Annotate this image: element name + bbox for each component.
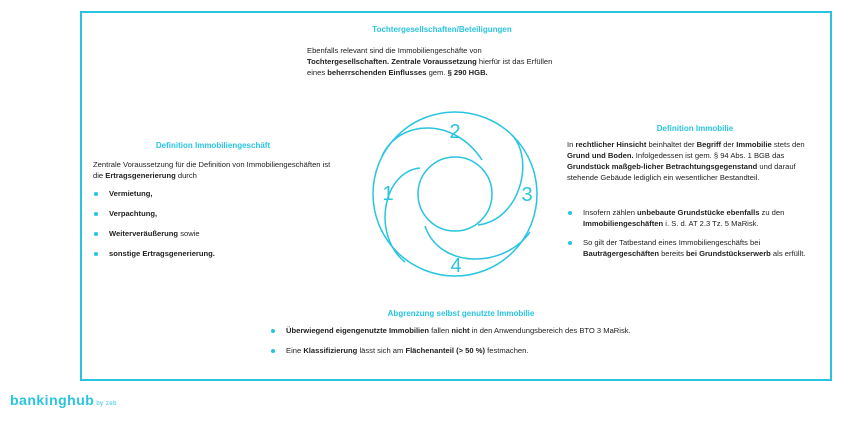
left-intro-text: Zentrale Voraussetzung für die Definition von Immobiliengeschäften ist die Ertragsgenerierung durch [93, 160, 331, 180]
bankinghub-logo: bankinghub by zeb [10, 392, 118, 408]
list-item: Verpachtung, [93, 208, 293, 219]
blade-right [478, 135, 523, 225]
heading-subsidiaries: Tochtergesellschaften/Beteiligungen [372, 25, 512, 34]
list-item: So gilt der Tatbestand eines Immobiliengeschäfts bei Bauträgergeschäften bereits bei Grundstückserwerb als erfüllt. [567, 237, 817, 259]
segment-label: 4 [450, 255, 462, 277]
list-item: Eine Klassifizierung lässt sich am Flächenanteil (> 50 %) festmachen. [270, 345, 650, 356]
heading-definition-real-estate-business: Definition Immobiliengeschäft [155, 141, 271, 150]
segment-label: 3 [521, 184, 533, 206]
right-intro-text: In rechtlicher Hinsicht beinhaltet der Begriff der Immobilie stets den Grund und Boden. Infolgedessen ist gem. § 94 Abs. 1 BGB das Grundstück maßgeb-licher Betrachtungsgegenstand und darauf stehende Gebäude lediglich ein wesentlicher Bestandteil. [567, 140, 805, 182]
heading-definition-real-estate: Definition Immobilie [656, 124, 734, 133]
list-item: Weiterveräußerung sowie [93, 228, 293, 239]
blade-bottom [425, 226, 530, 259]
heading-self-used-real-estate: Abgrenzung selbst genutzte Immobilie [387, 309, 535, 318]
list-item: Insofern zählen unbebaute Grundstücke ebenfalls zu den Immobiliengeschäften i. S. d. AT 2.3 Tz. 5 MaRisk. [567, 207, 817, 229]
blade-top [382, 128, 482, 160]
inner-circle [418, 157, 492, 231]
segment-label: 1 [382, 183, 394, 205]
subsidiaries-text: Ebenfalls relevant sind die Immobiliengeschäfte von Tochtergesellschaften. Zentrale Voraussetzung hierfür ist das Erfüllen eines beherrschenden Einflusses gem. § 290 HGB. [307, 46, 553, 77]
list-item: Vermietung, [93, 188, 293, 199]
list-item: sonstige Ertragsgenerierung. [93, 248, 293, 259]
segment-label: 2 [449, 121, 461, 143]
list-item: Überwiegend eigengenutzte Immobilien fallen nicht in den Anwendungsbereich des BTO 3 MaRisk. [270, 325, 650, 336]
